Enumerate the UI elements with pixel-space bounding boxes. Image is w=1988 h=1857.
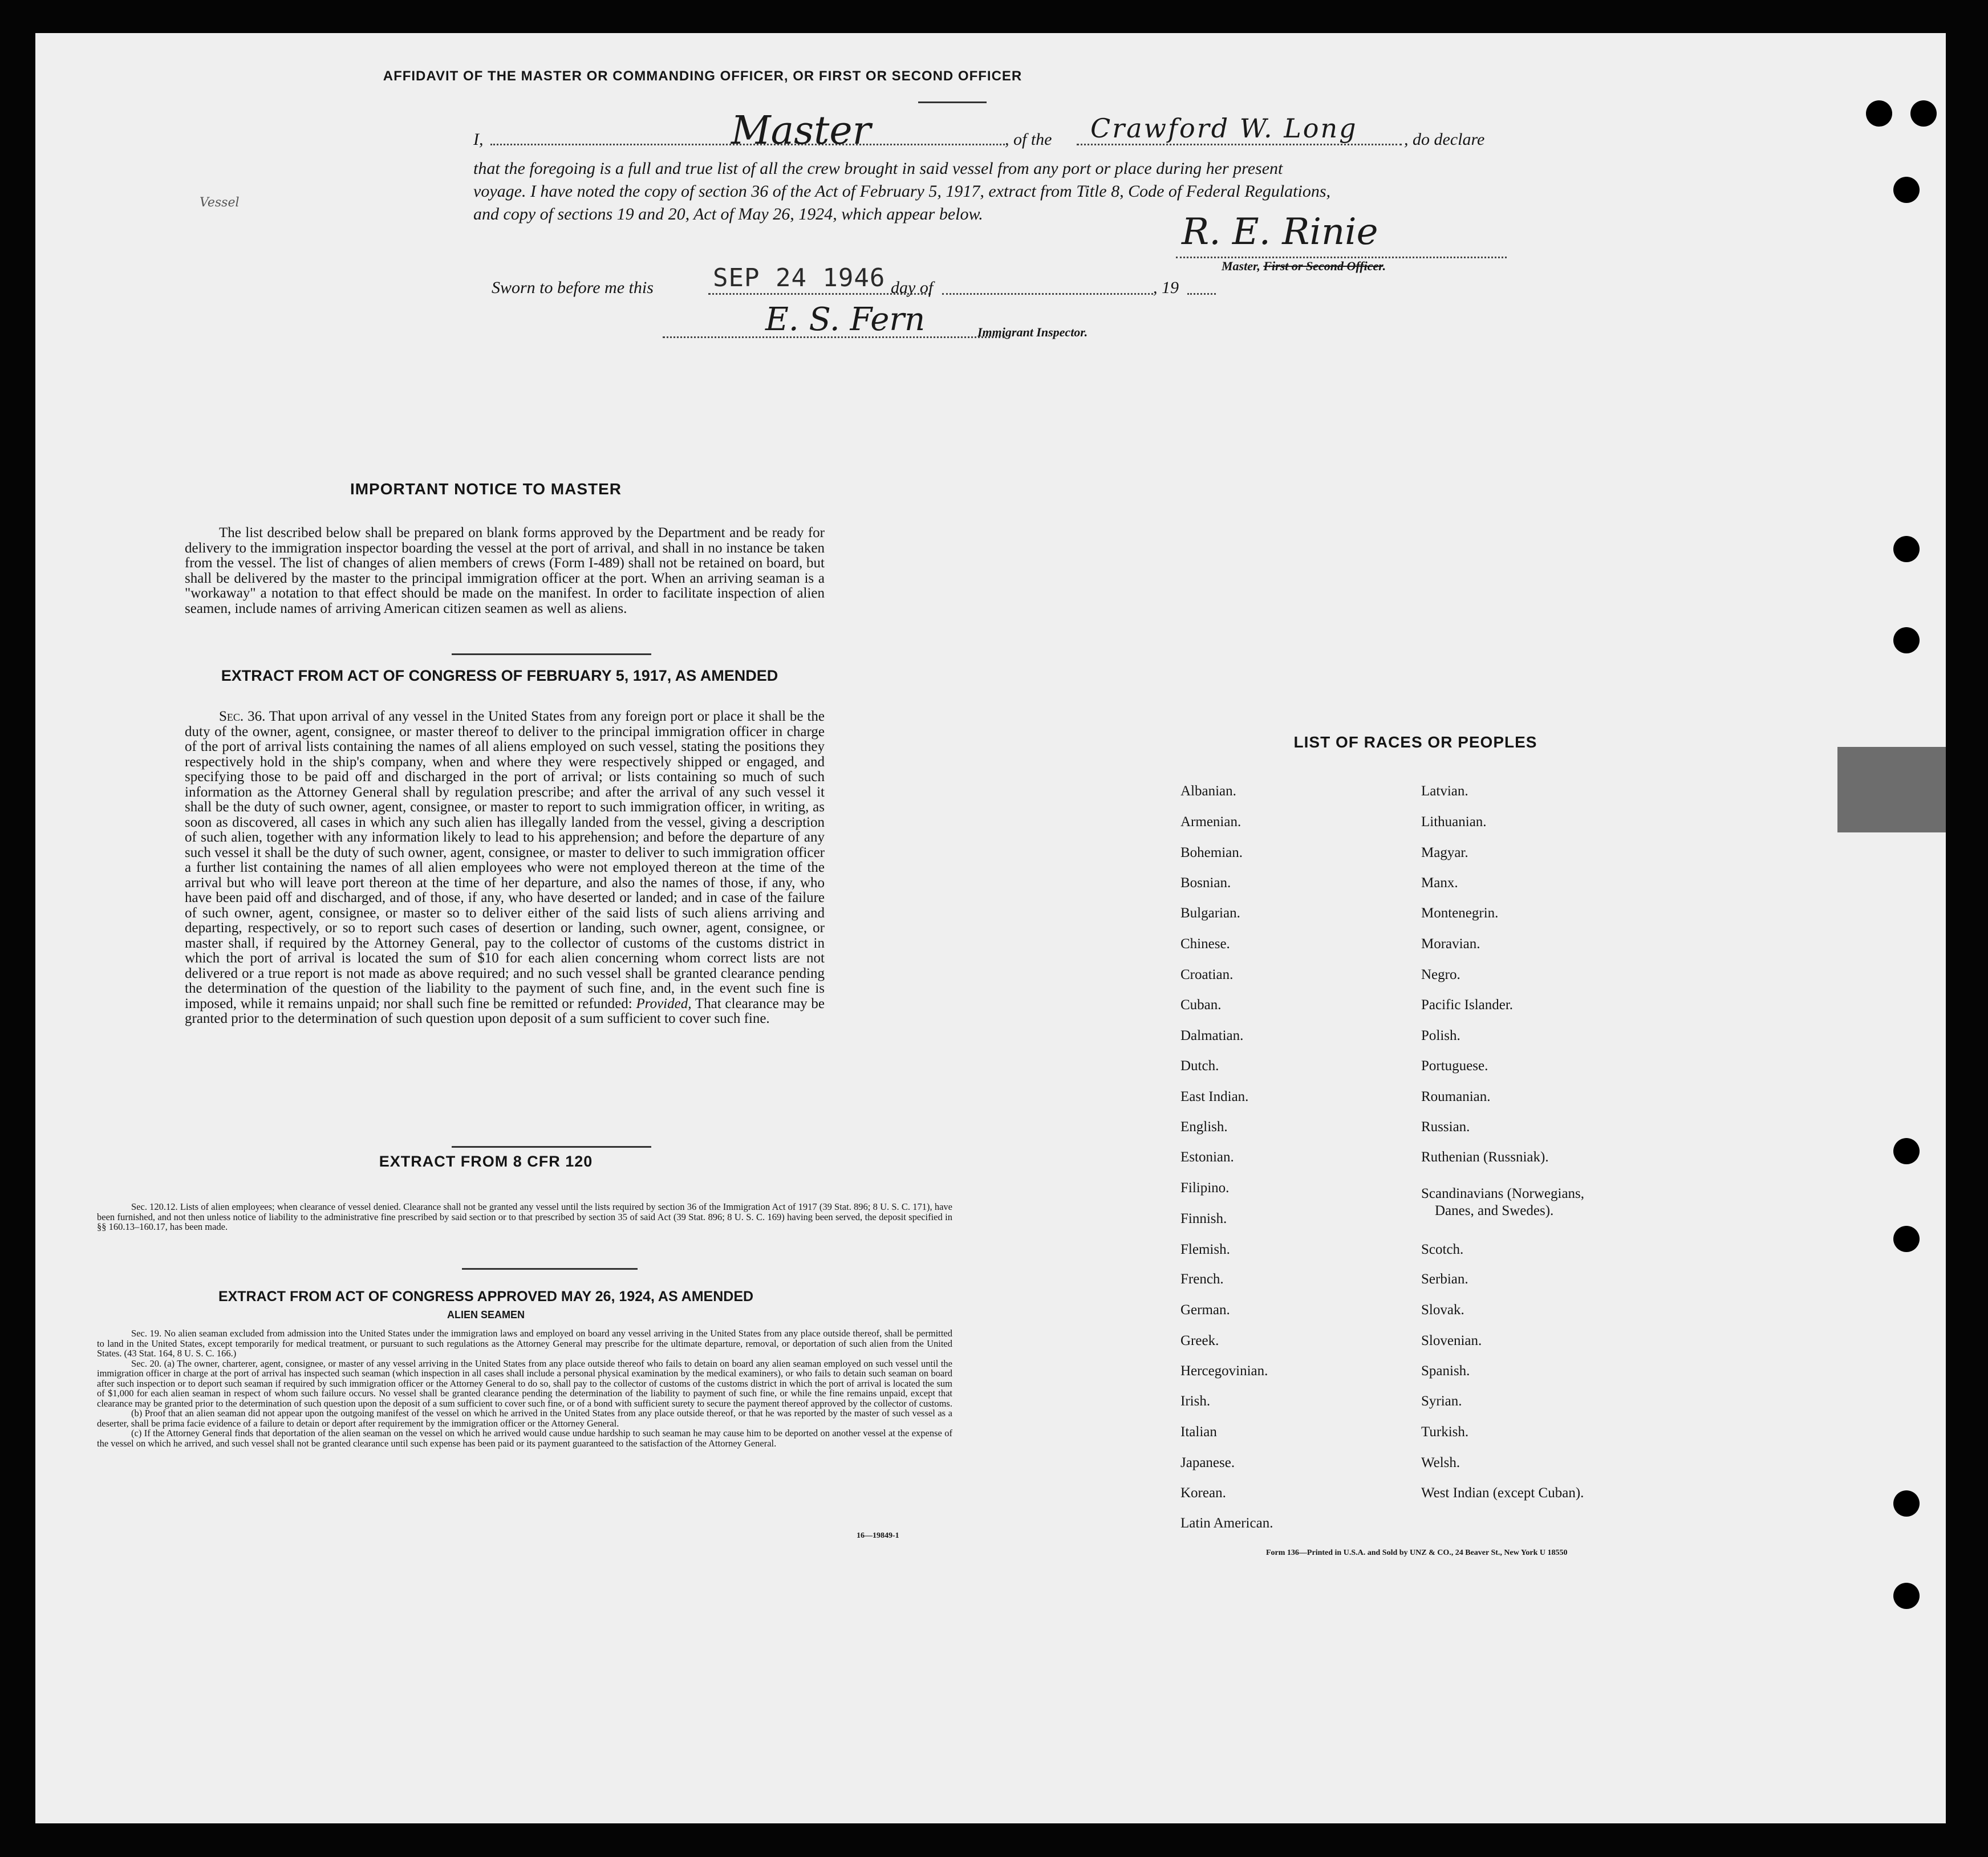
race-item: Russian. — [1421, 1119, 1470, 1135]
race-item: Latin American. — [1180, 1515, 1273, 1531]
affidavit-title: AFFIDAVIT OF THE MASTER OR COMMANDING OFFICER, OR FIRST OR SECOND OFFICER — [383, 68, 1023, 84]
race-item: Montenegrin. — [1421, 905, 1499, 921]
inspector-label: Immigrant Inspector. — [977, 325, 1088, 339]
title-divider — [918, 101, 987, 103]
signature-line — [1176, 257, 1507, 258]
signature-label-master: Master, — [1222, 259, 1264, 273]
signature-label — [1222, 259, 1386, 274]
i-label: I, — [473, 130, 484, 149]
signature-label-struck: First or Second Officer — [1263, 259, 1383, 273]
signature-label-suffix: . — [1382, 259, 1386, 273]
do-declare-label: , do declare — [1404, 130, 1485, 149]
punch-hole — [1893, 1226, 1920, 1252]
race-item: Flemish. — [1180, 1242, 1230, 1257]
race-item: Dalmatian. — [1180, 1028, 1244, 1043]
act-1917-title: EXTRACT FROM ACT OF CONGRESS OF FEBRUARY 5, 1917, AS AMENDED — [221, 667, 778, 684]
race-item: Bohemian. — [1180, 845, 1243, 860]
race-item: Spanish. — [1421, 1363, 1470, 1379]
scan-smudge — [1837, 747, 1946, 832]
year-label: , 19 — [1153, 278, 1179, 297]
race-item: Slovenian. — [1421, 1333, 1482, 1348]
race-item: Roumanian. — [1421, 1089, 1491, 1104]
affidavit-body-line: voyage. I have noted the copy of section 36 of the Act of February 5, 1917, extract from Title 8, Code of Federal Regulations, — [473, 182, 1331, 201]
race-item: Bosnian. — [1180, 875, 1231, 891]
act-1917-body — [185, 709, 825, 1027]
act-1924-sec20a: Sec. 20. (a) The owner, charterer, agent, consignee, or master of any vessel arriving in the United States from any place outside thereof who fails to detain on board any alien seaman employed on such vessel until the immigration officer in charge at the port of arrival has inspected such seaman (which inspection in all cases shall include a personal physical examination by the medical examiners), or who fails to detain such seaman on board after such inspection or to deport such seaman if required by such immigration officer or the Attorney General to do so, shall pay to the collector of customs of the customs district in which the port of arrival is located the sum of $1,000 for each alien seaman in respect of whom such failure occurs. No vessel shall be granted clearance pending the determination of the liability to payment of such fine, or while the fine remains unpaid, except that clearance may be granted prior to the determination of such question upon the deposit of a sum sufficient to cover such fine, or of a bond with sufficient surety to secure the payment thereof approved by the collector of customs. — [97, 1358, 952, 1409]
act-1924-sec20c: (c) If the Attorney General finds that deportation of the alien seaman on the vessel on which he arrived would cause undue hardship to such seaman he may cause him to be deported on another vessel at the expense of the vessel on which he arrived, and such vessel shall not be granted clearance until such expense has been paid or its payment guaranteed to the satisfaction of the Attorney General. — [97, 1428, 952, 1449]
notice-body: The list described below shall be prepared on blank forms approved by the Department and be ready for delivery to the immigration inspector boarding the vessel at the port of arrival, and shall in no instance be taken from the vessel. The list of changes of alien members of crews (Form I-489) shall not be retained on board, but shall be delivered by the master to the principal immigration officer at the port. When an arriving seaman is a "workaway" a notation to that effect should be made on the manifest. In order to facilitate inspection of alien seamen, include names of arriving American citizen seamen as well as aliens. — [185, 525, 825, 616]
section-divider — [452, 653, 651, 655]
race-item: Ruthenian (Russniak). — [1421, 1149, 1549, 1165]
affidavit-body — [473, 157, 1545, 226]
race-item: Turkish. — [1421, 1424, 1469, 1440]
master-signature: R. E. Rinie — [1182, 211, 1378, 253]
act-1924-subtitle: ALIEN SEAMEN — [447, 1309, 525, 1320]
race-item: Cuban. — [1180, 997, 1222, 1013]
race-item: Danes, and Swedes). — [1435, 1203, 1554, 1218]
date-stamp: SEP 24 1946 — [713, 263, 886, 292]
form-footer: Form 136—Printed in U.S.A. and Sold by UNZ & CO., 24 Beaver St., New York U 18550 — [1266, 1549, 1568, 1557]
act-1924-title: EXTRACT FROM ACT OF CONGRESS APPROVED MAY 26, 1924, AS AMENDED — [218, 1289, 754, 1305]
inspector-signature: E. S. Fern — [765, 301, 926, 338]
punch-hole — [1893, 1583, 1920, 1609]
cfr-title: EXTRACT FROM 8 CFR 120 — [379, 1153, 593, 1170]
punch-hole — [1866, 100, 1892, 127]
act-1924-body — [97, 1328, 952, 1448]
race-item: German. — [1180, 1302, 1230, 1318]
punch-hole — [1893, 627, 1920, 653]
race-item: Portuguese. — [1421, 1058, 1488, 1074]
race-item: Armenian. — [1180, 814, 1242, 830]
race-item: Magyar. — [1421, 845, 1468, 860]
notice-title: IMPORTANT NOTICE TO MASTER — [350, 480, 622, 498]
race-item: Negro. — [1421, 967, 1460, 982]
sworn-label: Sworn to before me this — [492, 278, 654, 297]
act-1917-body-b: That clearance may be granted prior to the determination of such question upon deposit of a sum sufficient to cover such fine. — [185, 995, 825, 1026]
act-1924-code: 16—19849-1 — [857, 1531, 899, 1540]
races-title: LIST OF RACES OR PEOPLES — [1293, 733, 1537, 751]
cfr-body: Sec. 120.12. Lists of alien employees; when clearance of vessel denied. Clearance shall not be granted any vessel until the lists required by section 36 of the Immigration Act of 1917 (39 Stat. 896; 8 U. S. C. 171), have been furnished, and not then unless notice of liability to the administrative fine prescribed by said section or to that prescribed by section 35 of said Act (39 Stat. 896; 8 U. S. C. 169) having been served, the deposit specified in §§ 160.13–160.17, has been made. — [97, 1201, 952, 1232]
act-1917-body-a: That upon arrival of any vessel in the United States from any foreign port or place it shall be the duty of the owner, agent, consignee, or master thereof to deliver to the principal immigration officer in charge of the port of arrival lists containing the names of all aliens employed on such vessel, stating the positions they respectively hold in the ship's company, when and where they were respectively shipped or engaged, and specifying those to be paid off and discharged in the port of arrival; or lists containing so much of such information as the Attorney General shall by regulation prescribe; and after the arrival of any such vessel it shall be the duty of such owner, agent, consignee, or master to report to such immigration officer, in writing, as soon as discovered, all cases in which any such alien has illegally landed from the vessel, giving a description of such alien, together with any information likely to lead to his apprehension; and before the departure of any such vessel it shall be the duty of such owner, agent, consignee, or master to deliver to such immigration officer a further list containing the names of all alien employees who were not employed thereon at the time of the arrival but who will leave port thereon at the time of her departure, and also the names of those, if any, who have been paid off and discharged, and of those, if any, who have deserted or landed; and in case of the failure of such owner, agent, consignee, or master so to deliver either of the said lists of such aliens arriving and departing, respectively, or so to report such cases of desertion or landing, such owner, agent, consignee, or master shall, if required by the Attorney General, pay to the collector of customs of the customs district in which the port of arrival is located the sum of $10 for each alien concerning whom correct lists are not delivered or a true report is not made as above required; and no such vessel shall be granted clearance pending the determination of the question of the liability to the payment of such fine, and, in the event such fine is imposed, while it remains unpaid; nor shall such fine be remitted or refunded: — [185, 709, 825, 1011]
race-item: Pacific Islander. — [1421, 997, 1514, 1013]
race-item: Lithuanian. — [1421, 814, 1487, 830]
race-item: Slovak. — [1421, 1302, 1464, 1318]
race-item: Scandinavians (Norwegians, — [1421, 1186, 1585, 1201]
margin-note: Vessel — [200, 196, 240, 210]
race-item: Syrian. — [1421, 1393, 1462, 1409]
of-the-label: , of the — [1005, 130, 1052, 149]
race-item: Welsh. — [1421, 1455, 1460, 1470]
affidavit-body-line: and copy of sections 19 and 20, Act of May 26, 1924, which appear below. — [473, 205, 983, 224]
day-of-label: day of — [891, 278, 934, 297]
race-item: Polish. — [1421, 1028, 1460, 1043]
race-item: Dutch. — [1180, 1058, 1219, 1074]
race-item: Greek. — [1180, 1333, 1219, 1348]
race-item: Chinese. — [1180, 936, 1230, 952]
race-item: Manx. — [1421, 875, 1458, 891]
race-item: Finnish. — [1180, 1211, 1227, 1226]
race-item: Italian — [1180, 1424, 1217, 1440]
act-1917-sec-label: Sec. 36. — [219, 709, 266, 724]
race-item: Moravian. — [1421, 936, 1480, 952]
month-line — [942, 293, 1153, 295]
punch-hole — [1910, 100, 1937, 127]
race-item: Bulgarian. — [1180, 905, 1240, 921]
vessel-name-handwritten: Crawford W. Long — [1090, 113, 1358, 144]
punch-hole — [1893, 1490, 1920, 1517]
race-item: Japanese. — [1180, 1455, 1235, 1470]
section-divider — [452, 1146, 651, 1148]
affidavit-body-line: that the foregoing is a full and true list of all the crew brought in said vessel from any port or place during her present — [473, 159, 1283, 178]
act-1917-provided: Provided, — [636, 995, 692, 1011]
race-item: East Indian. — [1180, 1089, 1249, 1104]
race-item: Croatian. — [1180, 967, 1234, 982]
act-1924-sec19: Sec. 19. No alien seaman excluded from admission into the United States under the immigration laws and employed on board any vessel arriving in the United States from any place outside thereof, shall be permitted to land in the United States, except temporarily for medical treatment, or pursuant to such regulations as the Attorney General may prescribe for the ultimate departure, removal, or deportation of such alien from the United States. (43 Stat. 164, 8 U. S. C. 166.) — [97, 1328, 952, 1359]
punch-hole — [1893, 177, 1920, 203]
vessel-name-line — [1077, 144, 1402, 145]
race-item: Hercegovinian. — [1180, 1363, 1268, 1379]
punch-hole — [1893, 536, 1920, 562]
race-item: Scotch. — [1421, 1242, 1464, 1257]
master-name-handwritten: Master — [731, 108, 871, 153]
race-item: Serbian. — [1421, 1271, 1468, 1287]
act-1924-sec20b: (b) Proof that an alien seaman did not appear upon the outgoing manifest of the vessel on which he arrived in the United States from any place outside thereof, or that he was reported by the master of such vessel as a deserter, shall be prima facie evidence of a failure to detain or deport after requirement by the immigration officer or the Attorney General. — [97, 1408, 952, 1429]
race-item: Filipino. — [1180, 1180, 1230, 1196]
race-item: Irish. — [1180, 1393, 1211, 1409]
race-item: English. — [1180, 1119, 1228, 1135]
document-page — [35, 33, 1946, 1823]
race-item: West Indian (except Cuban). — [1421, 1485, 1584, 1501]
section-divider — [462, 1268, 638, 1270]
race-item: French. — [1180, 1271, 1224, 1287]
punch-hole — [1893, 1138, 1920, 1164]
year-line — [1187, 293, 1216, 295]
race-item: Albanian. — [1180, 783, 1236, 799]
race-item: Korean. — [1180, 1485, 1226, 1501]
race-item: Latvian. — [1421, 783, 1468, 799]
race-item: Estonian. — [1180, 1149, 1234, 1165]
